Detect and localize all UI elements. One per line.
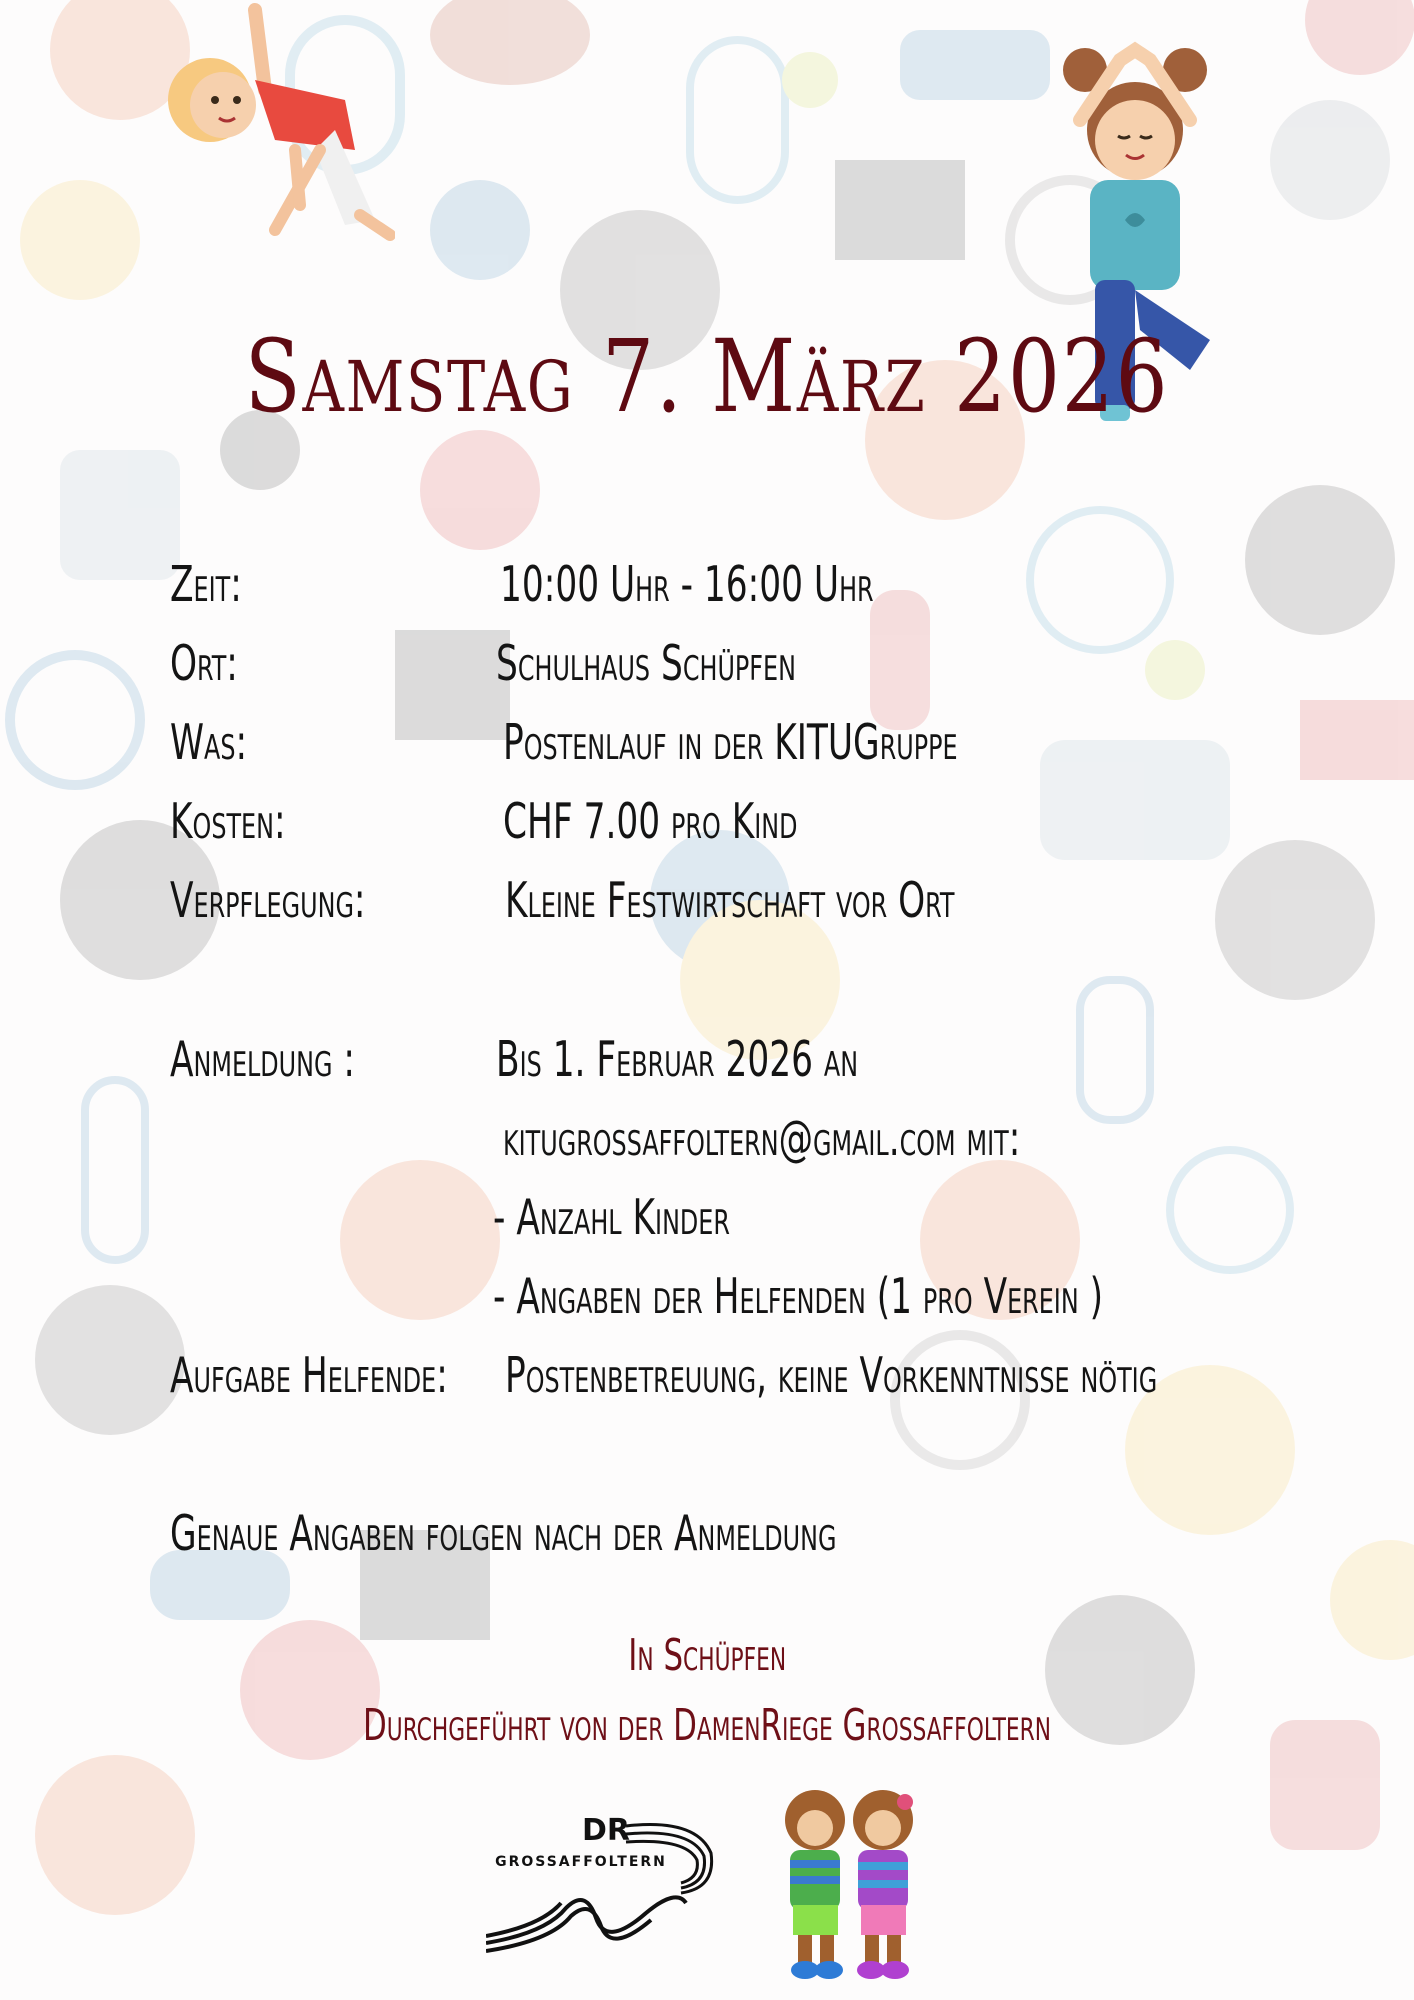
medal-icon xyxy=(1270,100,1390,220)
detail-label: Zeit: xyxy=(170,556,242,613)
ring-icon xyxy=(10,655,140,785)
basketball-icon xyxy=(340,1160,500,1320)
monkeys-mascot-illustration xyxy=(765,1780,935,1985)
damenriege-logo xyxy=(486,1808,721,1958)
registration-email[interactable]: kitugrossaffoltern@gmail.com mit: xyxy=(503,1110,1021,1167)
ribbon-icon xyxy=(1300,700,1414,780)
note-text: Genaue Angaben folgen nach der Anmeldung xyxy=(170,1505,837,1562)
basketball-icon xyxy=(35,1755,195,1915)
puck-icon xyxy=(1305,0,1414,75)
logo-text: GROSSAFFOLTERN xyxy=(495,1854,667,1870)
skate-icon xyxy=(60,450,180,580)
child-exercising-illustration xyxy=(145,0,395,245)
bowling-ball-icon xyxy=(420,430,540,550)
dumbbell-icon xyxy=(430,180,530,280)
soccer-ball-icon xyxy=(35,1285,185,1435)
footer-location: In Schüpfen xyxy=(628,1630,786,1681)
football-icon xyxy=(430,0,590,85)
detail-value: 10:00 Uhr - 16:00 Uhr xyxy=(500,556,874,613)
footer-organizer: Durchgeführt von der DamenRiege Grossaffoltern xyxy=(362,1700,1051,1751)
goggles-icon xyxy=(85,1080,145,1260)
tennis-ball-icon xyxy=(1145,640,1205,700)
detail-value: Schulhaus Schüpfen xyxy=(496,635,796,692)
ball-icon xyxy=(20,180,140,300)
detail-value: Kleine Festwirtschaft vor Ort xyxy=(505,872,955,929)
logo-mark: DR xyxy=(581,1813,631,1848)
goggles-icon xyxy=(1080,980,1150,1120)
detail-label: Was: xyxy=(170,714,248,771)
flag-icon xyxy=(395,630,510,740)
detail-value: CHF 7.00 pro Kind xyxy=(503,793,798,850)
flag-icon xyxy=(835,160,965,260)
helpers-value: Postenbetreuung, keine Vorkenntnisse nötig xyxy=(505,1347,1158,1404)
registration-line: - Anzahl Kinder xyxy=(493,1189,730,1246)
detail-label: Kosten: xyxy=(170,793,286,850)
event-date-title: Samstag 7. März 2026 xyxy=(244,318,1170,435)
whistle-icon xyxy=(900,30,1050,100)
racket-icon xyxy=(690,40,785,200)
kettlebell-icon xyxy=(1245,485,1395,635)
racket-icon xyxy=(1030,510,1170,650)
detail-label: Ort: xyxy=(170,635,238,692)
registration-label: Anmeldung : xyxy=(170,1031,355,1088)
detail-label: Verpflegung: xyxy=(170,872,366,929)
helpers-label: Aufgabe Helfende: xyxy=(170,1347,448,1404)
registration-line: Bis 1. Februar 2026 an xyxy=(496,1031,859,1088)
soccer-ball-icon xyxy=(1215,840,1375,1000)
detail-value: Postenlauf in der KITUGruppe xyxy=(503,714,958,771)
registration-line: - Angaben der Helfenden (1 pro Verein ) xyxy=(493,1268,1104,1325)
tennis-ball-icon xyxy=(782,52,838,108)
racket-icon xyxy=(1170,1150,1290,1270)
